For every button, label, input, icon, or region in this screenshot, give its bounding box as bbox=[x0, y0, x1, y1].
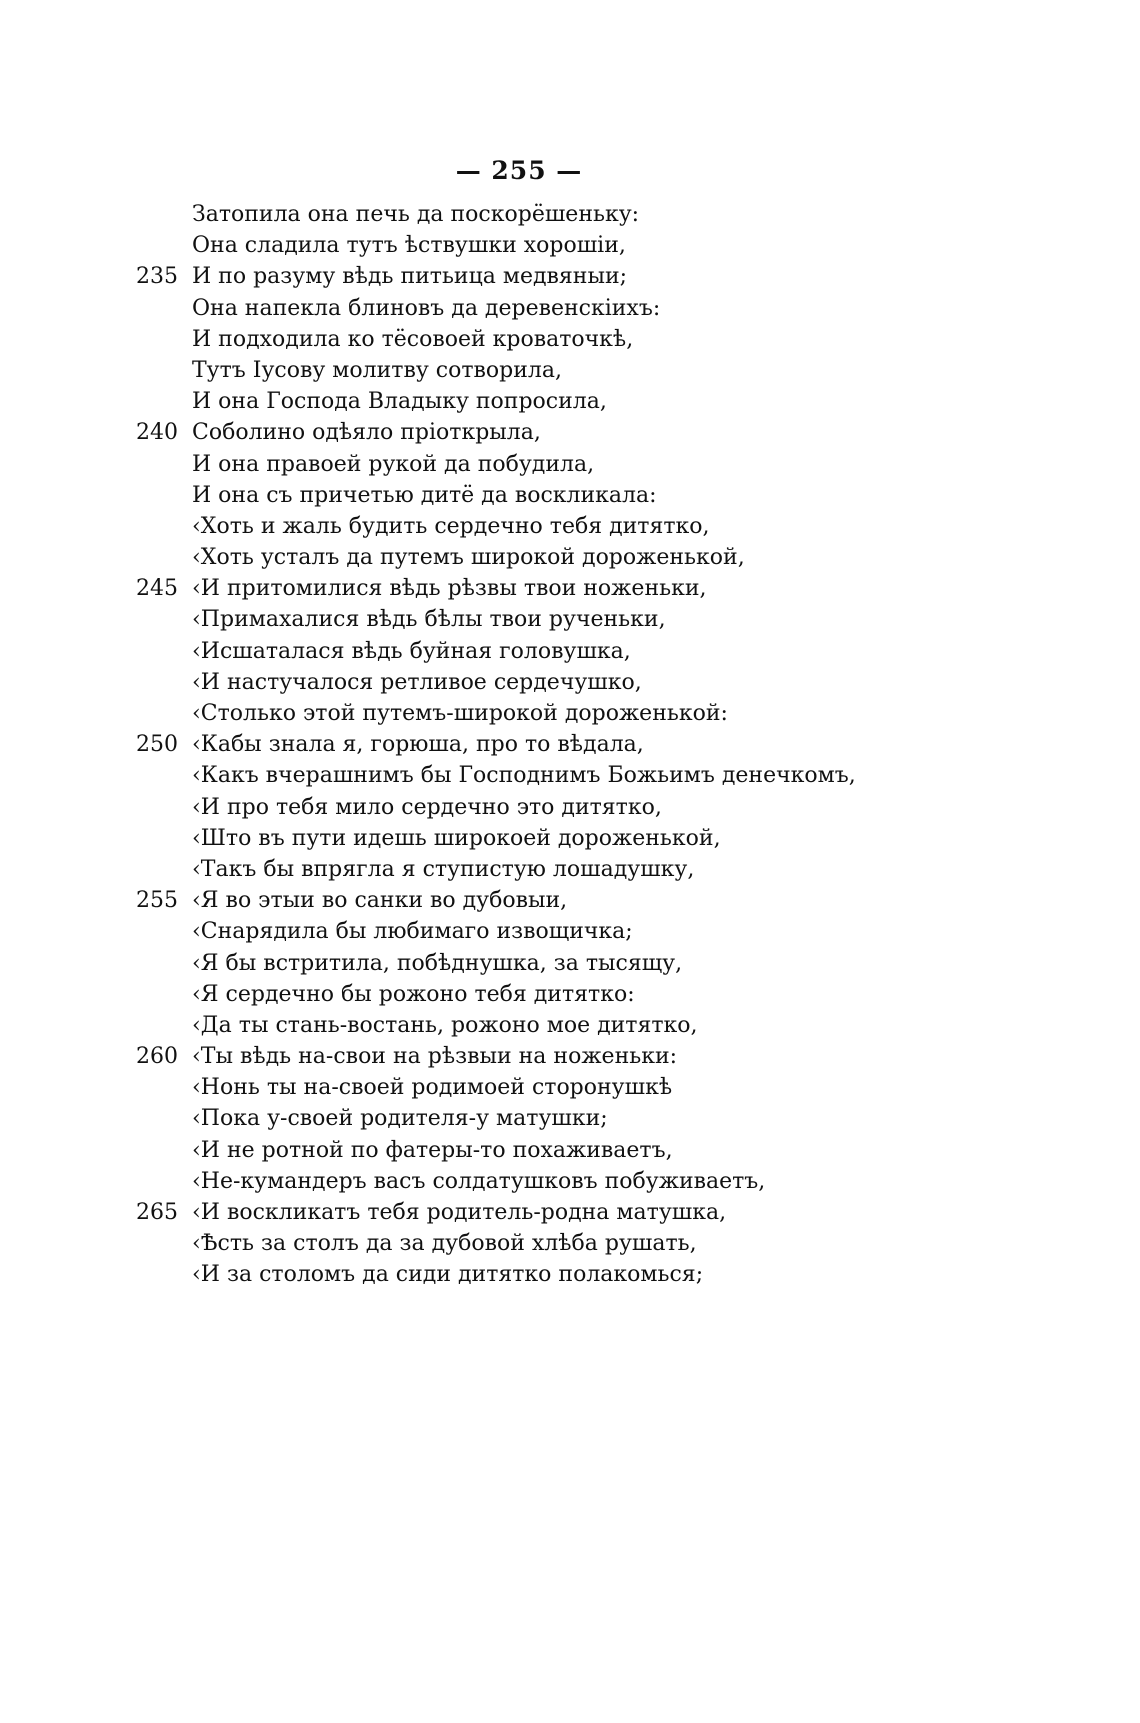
verse-line bbox=[0, 1166, 1038, 1197]
verse-line bbox=[0, 760, 1038, 791]
poem-body bbox=[0, 199, 1038, 1291]
line-text: ‹Кабы знала я, горюша, про то вѣдала, bbox=[192, 732, 644, 758]
line-text: И она Господа Владыку попросила, bbox=[192, 389, 607, 415]
line-text: Она сладила тутъ ѣствушки хорошіи, bbox=[192, 233, 626, 259]
line-number: 265 bbox=[136, 1200, 178, 1225]
line-text: ‹Хоть и жаль будить сердечно тебя дитятко, bbox=[192, 513, 710, 539]
verse-line bbox=[0, 636, 1038, 667]
line-text: ‹Пока у-своей родителя-у матушки; bbox=[192, 1106, 608, 1132]
verse-line bbox=[0, 355, 1038, 386]
verse-line bbox=[0, 1010, 1038, 1041]
verse-line bbox=[0, 480, 1038, 511]
verse-line bbox=[0, 916, 1038, 947]
line-text: ‹Ѣсть за столъ да за дубовой хлѣба рушать, bbox=[192, 1231, 697, 1257]
verse-line bbox=[0, 729, 1038, 760]
verse-line bbox=[0, 854, 1038, 885]
verse-line bbox=[0, 1197, 1038, 1228]
line-text: И подходила ко тёсовоей кроваточкѣ, bbox=[192, 326, 634, 352]
verse-line bbox=[0, 979, 1038, 1010]
line-text: Тутъ Іусову молитву сотворила, bbox=[192, 357, 562, 383]
line-number: 235 bbox=[136, 264, 178, 290]
line-text: ‹И про тебя мило сердечно это дитятко, bbox=[192, 794, 662, 820]
line-text: ‹И не ротной по фатеры-то похаживаетъ, bbox=[192, 1137, 673, 1163]
line-text: ‹Нонь ты на-своей родимоей сторонушкѣ bbox=[192, 1075, 673, 1101]
verse-line bbox=[0, 386, 1038, 417]
verse-line bbox=[0, 1259, 1038, 1290]
line-text: ‹Примахалися вѣдь бѣлы твои рученьки, bbox=[192, 607, 666, 633]
line-number: 240 bbox=[136, 420, 178, 446]
verse-line bbox=[0, 511, 1038, 542]
line-number: 255 bbox=[136, 888, 178, 914]
line-text: ‹Снарядила бы любимаго извощичка; bbox=[192, 919, 633, 945]
line-text: ‹Исшаталася вѣдь буйная головушка, bbox=[192, 638, 631, 664]
line-text: ‹И настучалося ретливое сердечушко, bbox=[192, 669, 642, 695]
line-text: ‹И притомилися вѣдь рѣзвы твои ноженьки, bbox=[192, 576, 707, 602]
line-text: Затопила она печь да поскорёшеньку: bbox=[192, 202, 640, 227]
verse-line bbox=[0, 698, 1038, 729]
verse-line bbox=[0, 230, 1038, 261]
verse-line bbox=[0, 792, 1038, 823]
line-text: И она съ причетью дитё да воскликала: bbox=[192, 482, 657, 508]
line-text: И она правоей рукой да побудила, bbox=[192, 451, 595, 477]
line-number: 250 bbox=[136, 732, 178, 758]
verse-line bbox=[0, 823, 1038, 854]
verse-line bbox=[0, 885, 1038, 916]
line-text: ‹И за столомъ да сиди дитятко полакомься; bbox=[192, 1262, 704, 1288]
line-text: ‹Што въ пути идешь широкоей дороженькой, bbox=[192, 825, 721, 851]
page-number: — 255 — bbox=[455, 156, 583, 185]
verse-line bbox=[0, 667, 1038, 698]
verse-line bbox=[0, 261, 1038, 292]
verse-line bbox=[0, 449, 1038, 480]
verse-line bbox=[0, 1103, 1038, 1134]
line-text: ‹Какъ вчерашнимъ бы Господнимъ Божьимъ денечкомъ, bbox=[192, 763, 856, 789]
verse-line bbox=[0, 293, 1038, 324]
line-text: ‹И воскликатъ тебя родитель-родна матушка, bbox=[192, 1200, 727, 1225]
verse-line bbox=[0, 604, 1038, 635]
verse-line bbox=[0, 948, 1038, 979]
line-text: ‹Я во этыи во санки во дубовыи, bbox=[192, 888, 568, 914]
line-text: ‹Я сердечно бы рожоно тебя дитятко: bbox=[192, 981, 635, 1007]
verse-line bbox=[0, 1135, 1038, 1166]
verse-line bbox=[0, 542, 1038, 573]
line-text: Она напекла блиновъ да деревенскіихъ: bbox=[192, 295, 661, 321]
line-text: ‹Да ты стань-востань, рожоно мое дитятко, bbox=[192, 1012, 698, 1038]
line-text: ‹Такъ бы впрягла я ступистую лошадушку, bbox=[192, 856, 695, 882]
line-text: ‹Ты вѣдь на-свои на рѣзвыи на ноженьки: bbox=[192, 1044, 678, 1070]
line-number: 245 bbox=[136, 576, 178, 602]
line-number: 260 bbox=[136, 1044, 178, 1070]
line-text: ‹Не-кумандеръ васъ солдатушковъ побуживаетъ, bbox=[192, 1168, 766, 1194]
verse-line bbox=[0, 324, 1038, 355]
line-text: ‹Хоть усталъ да путемъ широкой дороженькой, bbox=[192, 545, 745, 571]
verse-line bbox=[0, 199, 1038, 230]
line-text: ‹Столько этой путемъ-широкой дороженькой: bbox=[192, 701, 728, 726]
verse-line bbox=[0, 1228, 1038, 1259]
verse-line bbox=[0, 573, 1038, 604]
verse-line bbox=[0, 1072, 1038, 1103]
line-text: ‹Я бы встритила, побѣднушка, за тысящу, bbox=[192, 950, 683, 976]
verse-line bbox=[0, 1041, 1038, 1072]
verse-line bbox=[0, 417, 1038, 448]
line-text: И по разуму вѣдь питьица медвяныи; bbox=[192, 264, 628, 290]
line-text: Соболино одѣяло пріоткрыла, bbox=[192, 420, 541, 446]
